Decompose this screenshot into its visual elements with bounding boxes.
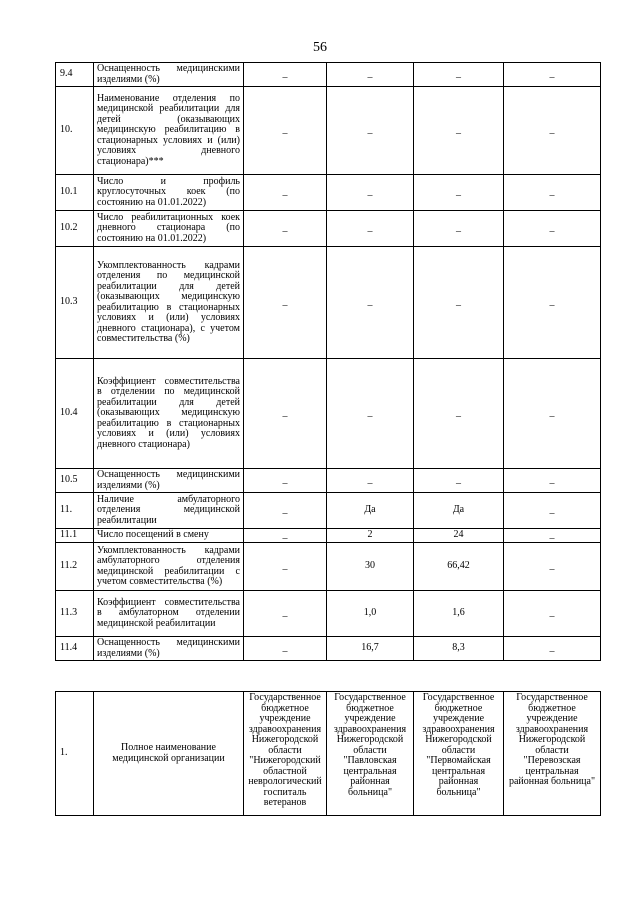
value-cell: 16,7 [327,637,414,661]
value-cell: _ [244,543,327,591]
row-description: Число реабилитационных коек дневного стационара (по состоянию на 01.01.2022) [94,211,244,247]
value-cell: _ [327,469,414,493]
value-cell: _ [414,247,504,359]
value-cell: _ [504,87,601,175]
value-cell: _ [327,211,414,247]
table-row [56,591,601,637]
value-cell: _ [244,87,327,175]
value-cell: _ [244,529,327,543]
value-cell: 1,0 [327,591,414,637]
row-description: Наличие амбулаторного отделения медицинской реабилитации [94,493,244,529]
value-cell: _ [244,63,327,87]
row-number: 11.1 [56,529,94,543]
org-cell: Государственное бюджетное учреждение здравоохранения Нижегородской области "Павловская центральная районная больница" [327,692,414,816]
row-number: 10. [56,87,94,175]
value-cell: Да [327,493,414,529]
table-row [56,469,601,493]
table-row [56,493,601,529]
value-cell: _ [244,591,327,637]
value-cell: 30 [327,543,414,591]
row-number: 10.1 [56,175,94,211]
value-cell: _ [327,63,414,87]
value-cell: _ [244,247,327,359]
value-cell: _ [414,359,504,469]
row-number: 10.2 [56,211,94,247]
row-number: 11.2 [56,543,94,591]
value-cell: _ [244,637,327,661]
row-description: Число посещений в смену [94,529,244,543]
value-cell: _ [327,175,414,211]
table-row [56,63,601,87]
value-cell: _ [327,87,414,175]
row-description: Коэффициент совместительства в амбулаторном отделении медицинской реабилитации [94,591,244,637]
indicators-table [55,62,601,661]
row-number: 10.4 [56,359,94,469]
page-number: 56 [313,40,327,55]
table-row [56,247,601,359]
table-row [56,543,601,591]
value-cell: 1,6 [414,591,504,637]
value-cell: _ [504,63,601,87]
row-description: Число и профиль круглосуточных коек (по состоянию на 01.01.2022) [94,175,244,211]
value-cell: _ [327,247,414,359]
table-row [56,175,601,211]
value-cell: _ [504,529,601,543]
value-cell: _ [504,637,601,661]
value-cell: _ [414,211,504,247]
value-cell: _ [244,359,327,469]
row-description: Укомплектованность кадрами амбулаторного отделения медицинской реабилитации с учетом совместительства (%) [94,543,244,591]
value-cell: Да [414,493,504,529]
value-cell: _ [504,543,601,591]
row-number: 1. [56,692,94,816]
value-cell: _ [327,359,414,469]
org-cell: Государственное бюджетное учреждение здравоохранения Нижегородской области "Перевозская центральная районная больница" [504,692,601,816]
table-row [56,529,601,543]
row-number: 11. [56,493,94,529]
value-cell: _ [414,87,504,175]
value-cell: _ [504,359,601,469]
row-number: 10.3 [56,247,94,359]
row-description: Оснащенность медицинскими изделиями (%) [94,637,244,661]
row-number: 11.3 [56,591,94,637]
value-cell: _ [244,211,327,247]
row-description: Полное наименование медицинской организации [94,692,244,816]
table-row [56,87,601,175]
value-cell: _ [414,469,504,493]
org-cell: Государственное бюджетное учреждение здравоохранения Нижегородской области "Первомайская центральная районная больница" [414,692,504,816]
value-cell: _ [244,175,327,211]
value-cell: _ [504,493,601,529]
table-row [56,692,601,816]
organization-table [55,691,601,816]
row-description: Наименование отделения по медицинской реабилитации для детей (оказывающих медицинскую реабилитацию в стационарных условиях и (или) условиях дневного стационара)*** [94,87,244,175]
value-cell: _ [414,175,504,211]
table-row [56,359,601,469]
row-description: Коэффициент совместительства в отделении по медицинской реабилитации для детей (оказывающих медицинскую реабилитацию в стационарных условиях и (или) условиях дневного стационара) [94,359,244,469]
row-number: 10.5 [56,469,94,493]
value-cell: 24 [414,529,504,543]
value-cell: _ [244,493,327,529]
org-cell: Государственное бюджетное учреждение здравоохранения Нижегородской области "Нижегородский областной неврологический госпиталь ветеранов [244,692,327,816]
value-cell: _ [504,591,601,637]
value-cell: 66,42 [414,543,504,591]
value-cell: 8,3 [414,637,504,661]
value-cell: _ [414,63,504,87]
row-number: 11.4 [56,637,94,661]
row-description: Оснащенность медицинскими изделиями (%) [94,469,244,493]
value-cell: _ [504,247,601,359]
value-cell: _ [504,469,601,493]
value-cell: 2 [327,529,414,543]
table-row [56,211,601,247]
row-description: Оснащенность медицинскими изделиями (%) [94,63,244,87]
table-row [56,637,601,661]
value-cell: _ [504,175,601,211]
value-cell: _ [244,469,327,493]
row-description: Укомплектованность кадрами отделения по медицинской реабилитации для детей (оказывающих медицинскую реабилитацию в стационарных условиях и (или) условиях дневного стационара), с учетом совместительства (%) [94,247,244,359]
row-number: 9.4 [56,63,94,87]
value-cell: _ [504,211,601,247]
